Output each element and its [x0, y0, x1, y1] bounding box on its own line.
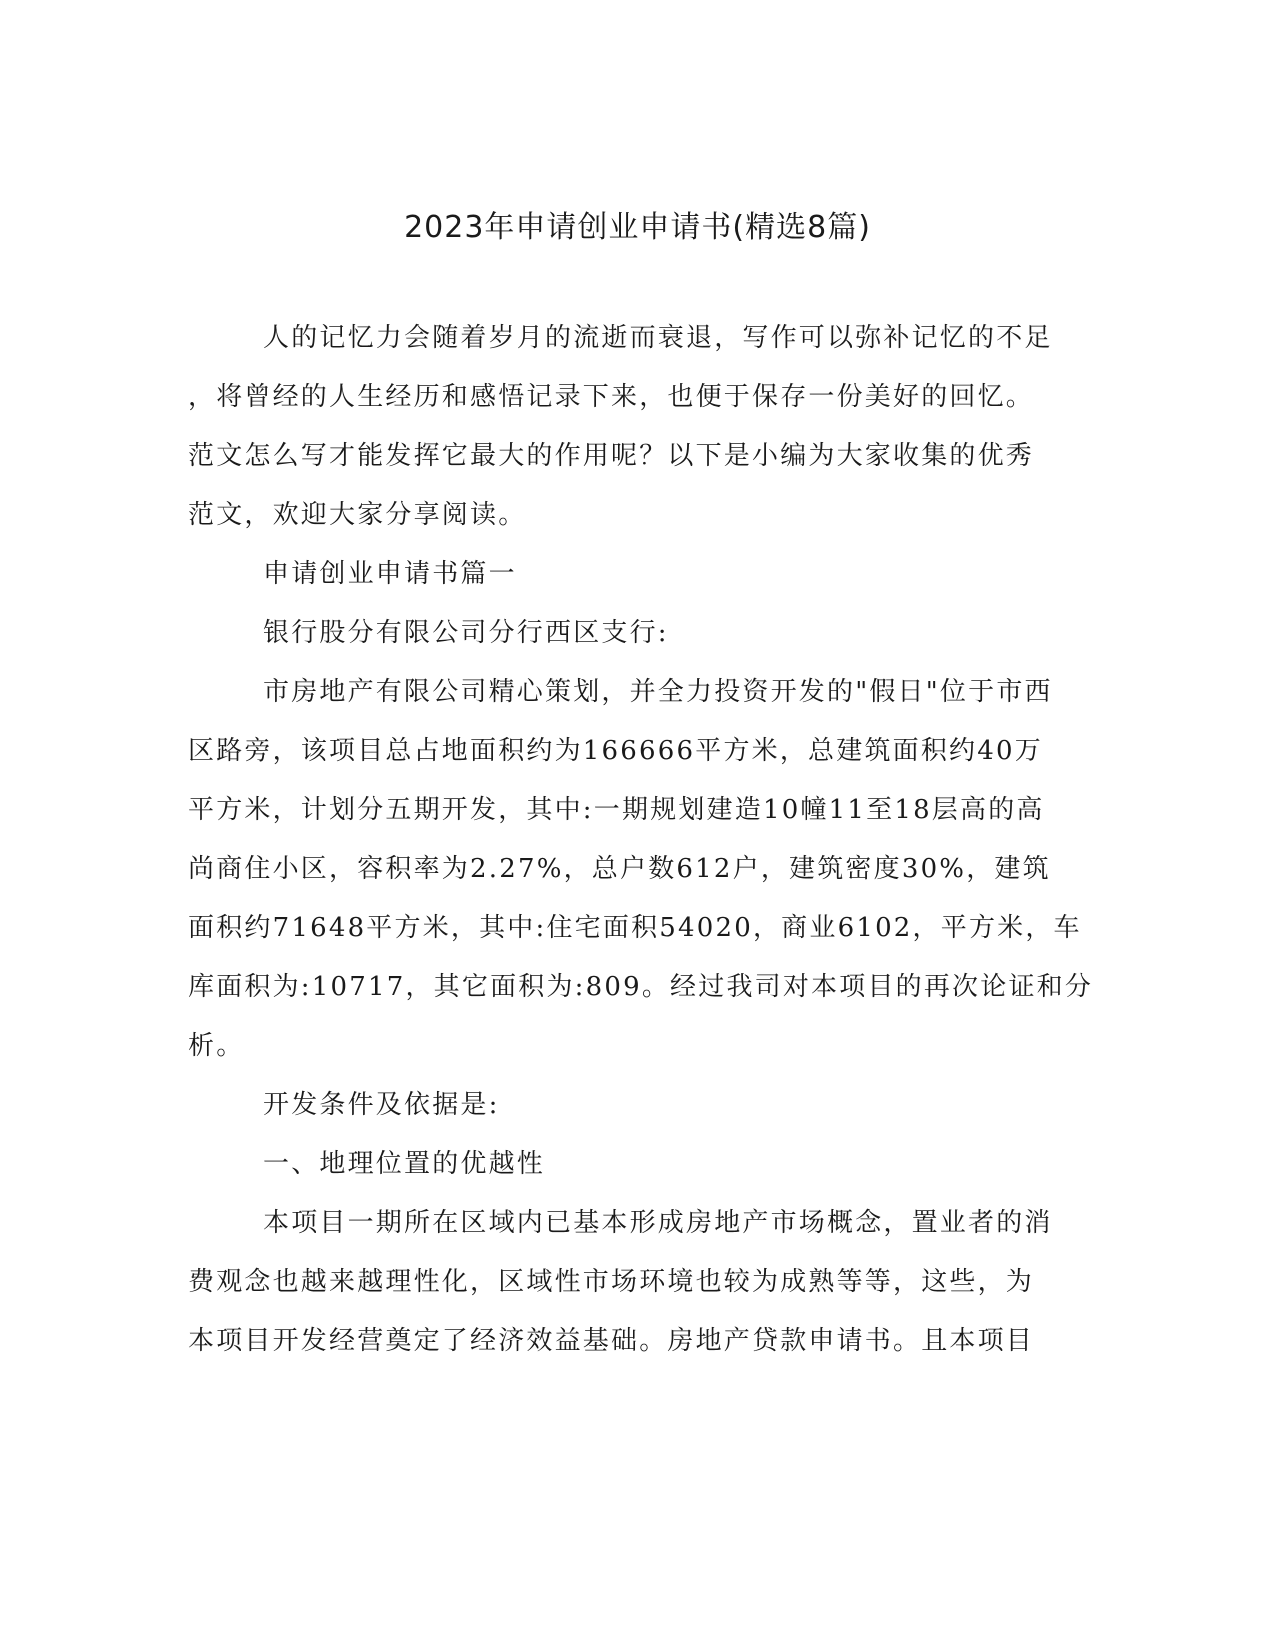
paragraph-line: 析。	[188, 1031, 245, 1061]
paragraph-line: 范文，欢迎大家分享阅读。	[188, 500, 527, 530]
paragraph-line: ，将曾经的人生经历和感悟记录下来，也便于保存一份美好的回忆。	[188, 382, 1035, 412]
paragraph-line: 尚商住小区，容积率为2.27%，总户数612户，建筑密度30%，建筑	[188, 854, 1051, 884]
salutation: 银行股分有限公司分行西区支行:	[263, 618, 669, 648]
section-heading: 申请创业申请书篇一	[263, 559, 517, 589]
paragraph-line: 费观念也越来越理性化，区域性市场环境也较为成熟等等，这些，为	[188, 1267, 1035, 1297]
paragraph-line: 区路旁，该项目总占地面积约为166666平方米，总建筑面积约40万	[188, 736, 1043, 766]
paragraph-line: 本项目一期所在区域内已基本形成房地产市场概念，置业者的消	[263, 1208, 1053, 1238]
paragraph-line: 开发条件及依据是:	[263, 1090, 500, 1120]
paragraph-line: 市房地产有限公司精心策划，并全力投资开发的"假日"位于市西	[263, 677, 1053, 707]
paragraph-line: 平方米，计划分五期开发，其中:一期规划建造10幢11至18层高的高	[188, 795, 1045, 825]
paragraph-line: 人的记忆力会随着岁月的流逝而衰退，写作可以弥补记忆的不足	[263, 323, 1053, 353]
paragraph-line: 库面积为:10717，其它面积为:809。经过我司对本项目的再次论证和分	[188, 972, 1094, 1002]
paragraph-line: 范文怎么写才能发挥它最大的作用呢？以下是小编为大家收集的优秀	[188, 441, 1035, 471]
subsection-heading: 一、地理位置的优越性	[263, 1149, 546, 1179]
paragraph-line: 本项目开发经营奠定了经济效益基础。房地产贷款申请书。且本项目	[188, 1326, 1035, 1356]
paragraph-line: 面积约71648平方米，其中:住宅面积54020，商业6102，平方米，车	[188, 913, 1082, 943]
document-title: 2023年申请创业申请书(精选8篇)	[404, 210, 871, 245]
